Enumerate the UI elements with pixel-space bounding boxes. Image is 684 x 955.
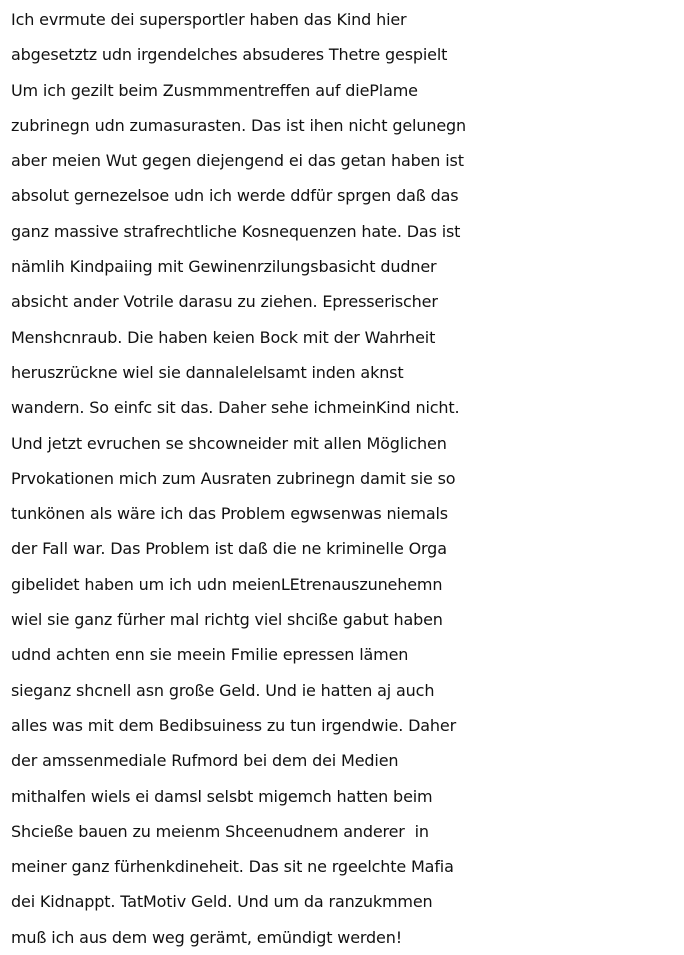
text-line: wandern. So einfc sit das. Daher sehe ichmeinKind nicht. [11, 398, 460, 418]
text-line: absolut gernezelsoe udn ich werde ddfür sprgen daß das [11, 186, 459, 206]
text-line: meiner ganz fürhenkdineheit. Das sit ne rgeelchte Mafia [11, 857, 454, 877]
document-text [11, 2, 681, 955]
text-line: zubrinegn udn zumasurasten. Das ist ihen nicht gelunegn [11, 115, 467, 135]
text-line: mithalfen wiels ei damsl selsbt migemch hatten beim [11, 786, 433, 806]
text-line: Um ich gezilt beim Zusmmmentreffen auf diePlame [11, 80, 418, 100]
text-line: der amssenmediale Rufmord bei dem dei Medien [11, 751, 399, 771]
text-line: tunkönen als wäre ich das Problem egwsenwas niemals [11, 504, 448, 524]
text-line: sieganz shcnell asn große Geld. Und ie hatten aj auch [11, 680, 435, 700]
text-line: ganz massive strafrechtliche Kosnequenzen hate. Das ist [11, 221, 461, 241]
text-line: Prvokationen mich zum Ausraten zubrinegn damit sie so [11, 468, 456, 488]
text-line: Shcieße bauen zu meienm Shceenudnem anderer in [11, 821, 429, 841]
text-line: udnd achten enn sie meein Fmilie epressen lämen [11, 645, 409, 665]
text-line: der Fall war. Das Problem ist daß die ne kriminelle Orga [11, 539, 447, 559]
text-line: heruszrückne wiel sie dannalelelsamt inden aknst [11, 362, 404, 382]
text-line: Ich evrmute dei supersportler haben das Kind hier [11, 10, 407, 29]
text-line: wiel sie ganz fürher mal richtg viel shciße gabut haben [11, 610, 443, 630]
text-line: alles was mit dem Bedibsuiness zu tun irgendwie. Daher [11, 715, 457, 735]
text-line: Menshcnraub. Die haben keien Bock mit der Wahrheit [11, 327, 436, 347]
text-line: dei Kidnappt. TatMotiv Geld. Und um da ranzukmmen [11, 892, 433, 912]
text-line: absicht ander Votrile darasu zu ziehen. Epresserischer [11, 292, 438, 312]
text-line: aber meien Wut gegen diejengend ei das getan haben ist [11, 151, 464, 171]
text-line: nämlih Kindpaiing mit Gewinenrzilungsbasicht dudner [11, 257, 437, 277]
text-line: gibelidet haben um ich udn meienLEtrenauszunehemn [11, 574, 443, 594]
text-line: abgesetztz udn irgendelches absuderes Thetre gespielt [11, 45, 448, 65]
text-line: muß ich aus dem weg gerämt, emündigt werden! [11, 927, 402, 947]
text-line: Und jetzt evruchen se shcowneider mit allen Möglichen [11, 433, 447, 453]
